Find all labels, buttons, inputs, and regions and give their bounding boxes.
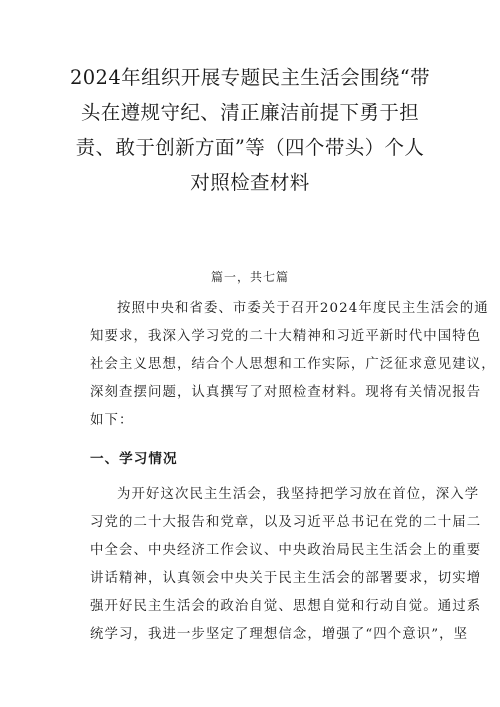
paragraph-line: 讲话精神，认真领会中央关于民主生活会的部署要求，切实增	[90, 571, 482, 586]
document-subtitle: 篇一，共七篇	[210, 270, 289, 284]
paragraph-line: 深刻查摆问题，认真撰写了对照检查材料。现将有关情况报告	[90, 385, 482, 400]
paragraph-line: 统学习，我进一步坚定了理想信念，增强了“四个意识”，坚	[90, 627, 469, 642]
paragraph-line: 习党的二十大报告和党章，以及习近平总书记在党的二十届二	[90, 515, 482, 530]
paragraph-line: 强开好民主生活会的政治自觉、思想自觉和行动自觉。通过系	[90, 599, 482, 614]
section-heading: 一、学习情况	[90, 451, 178, 467]
document-title	[60, 60, 440, 200]
paragraph-line: 中全会、中央经济工作会议、中央政治局民主生活会上的重要	[90, 543, 482, 558]
title-line: 头在遵规守纪、清正廉洁前提下勇于担	[80, 101, 420, 124]
paragraph-line: 知要求，我深入学习党的二十大精神和习近平新时代中国特色	[90, 329, 482, 344]
title-line: 2024年组织开展专题民主生活会围绕“带	[69, 66, 431, 89]
paragraph-line: 按照中央和省委、市委关于召开2024年度民主生活会的通	[117, 301, 489, 316]
paragraph-line: 社会主义思想，结合个人思想和工作实际，广泛征求意见建议，	[90, 357, 496, 372]
title-line: 对照检查材料	[190, 171, 310, 194]
paragraph-line: 为开好这次民主生活会，我坚持把学习放在首位，深入学	[117, 487, 480, 502]
intro-paragraph	[90, 295, 496, 435]
section-paragraph	[90, 481, 482, 649]
paragraph-line: 如下：	[90, 413, 134, 428]
title-line: 责、敢于创新方面”等（四个带头）个人	[75, 136, 425, 159]
